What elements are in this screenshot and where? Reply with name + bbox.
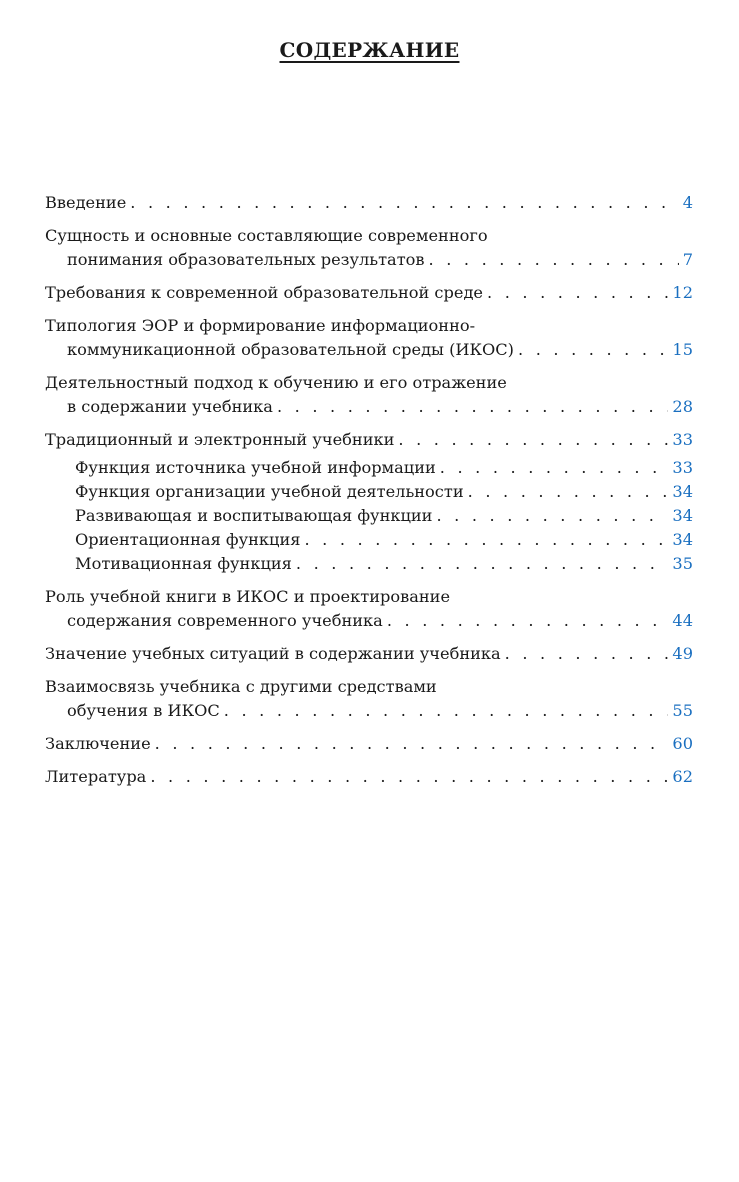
toc-entry-title-continued: обучения в ИКОС xyxy=(67,701,220,720)
toc-page-number: 34 xyxy=(672,506,693,525)
toc-page-number: 33 xyxy=(672,430,693,449)
dot-leader xyxy=(296,552,669,576)
toc-entry-introduction[interactable] xyxy=(45,191,693,215)
dot-leader xyxy=(440,456,669,480)
toc-entry-literature[interactable] xyxy=(45,765,693,789)
dot-leader xyxy=(150,765,668,789)
toc-page-number: 60 xyxy=(672,734,693,753)
toc-page-number: 49 xyxy=(672,644,693,663)
toc-entry-activity-approach[interactable] xyxy=(45,371,693,419)
toc-page-number: 15 xyxy=(672,340,693,359)
toc-entry-conclusion[interactable] xyxy=(45,732,693,756)
toc-page-number: 28 xyxy=(672,397,693,416)
dot-leader xyxy=(387,609,669,633)
toc-page-number: 33 xyxy=(672,458,693,477)
toc-page-number: 34 xyxy=(672,530,693,549)
toc-entry-title: Литература xyxy=(45,767,147,786)
dot-leader xyxy=(429,248,679,272)
toc-entry-textbook-relations[interactable] xyxy=(45,675,693,723)
toc-entry-title: Ориентационная функция xyxy=(75,530,301,549)
table-of-contents xyxy=(45,191,693,789)
dot-leader xyxy=(468,480,669,504)
toc-subentry-developing-function[interactable] xyxy=(45,504,693,528)
toc-entry-title: Сущность и основные составляющие современного xyxy=(45,226,488,245)
toc-entry-textbook-role[interactable] xyxy=(45,585,693,633)
toc-entry-title: Типология ЭОР и формирование информационно- xyxy=(45,316,476,335)
toc-entry-title: Мотивационная функция xyxy=(75,554,292,573)
dot-leader xyxy=(304,528,668,552)
dot-leader xyxy=(487,281,668,305)
toc-entry-environment-requirements[interactable] xyxy=(45,281,693,305)
dot-leader xyxy=(277,395,668,419)
dot-leader xyxy=(155,732,669,756)
toc-entry-educational-results[interactable] xyxy=(45,224,693,272)
toc-entry-title: Значение учебных ситуаций в содержании учебника xyxy=(45,644,501,663)
page-title: СОДЕРЖАНИЕ xyxy=(279,38,460,62)
toc-page-number: 44 xyxy=(672,611,693,630)
dot-leader xyxy=(518,338,668,362)
toc-entry-title: Функция источника учебной информации xyxy=(75,458,436,477)
toc-subentry-information-source[interactable] xyxy=(45,456,693,480)
toc-entry-title: Требования к современной образовательной среде xyxy=(45,283,483,302)
toc-entry-title-continued: в содержании учебника xyxy=(67,397,273,416)
toc-page-number: 35 xyxy=(672,554,693,573)
toc-entry-eor-typology[interactable] xyxy=(45,314,693,362)
toc-entry-title: Взаимосвязь учебника с другими средствами xyxy=(45,677,437,696)
toc-page-number: 34 xyxy=(672,482,693,501)
toc-entry-title: Традиционный и электронный учебники xyxy=(45,430,395,449)
toc-subentry-activity-organization[interactable] xyxy=(45,480,693,504)
toc-subentry-motivation-function[interactable] xyxy=(45,552,693,576)
dot-leader xyxy=(505,642,669,666)
toc-entry-title-continued: коммуникационной образовательной среды (ИКОС) xyxy=(67,340,514,359)
toc-page-number: 4 xyxy=(682,193,693,212)
toc-entry-textbooks[interactable] xyxy=(45,428,693,452)
dot-leader xyxy=(436,504,668,528)
toc-entry-title-continued: понимания образовательных результатов xyxy=(67,250,425,269)
toc-entry-learning-situations[interactable] xyxy=(45,642,693,666)
toc-page-number: 55 xyxy=(672,701,693,720)
toc-page-number: 62 xyxy=(672,767,693,786)
toc-subentry-orientation-function[interactable] xyxy=(45,528,693,552)
dot-leader xyxy=(398,428,668,452)
toc-entry-title: Деятельностный подход к обучению и его отражение xyxy=(45,373,507,392)
dot-leader xyxy=(130,191,678,215)
toc-page-number: 12 xyxy=(672,283,693,302)
toc-entry-title: Введение xyxy=(45,193,127,212)
toc-entry-title: Развивающая и воспитывающая функции xyxy=(75,506,433,525)
toc-entry-title-continued: содержания современного учебника xyxy=(67,611,383,630)
toc-page-number: 7 xyxy=(682,250,693,269)
toc-entry-title: Заключение xyxy=(45,734,151,753)
toc-entry-title: Роль учебной книги в ИКОС и проектирование xyxy=(45,587,451,606)
toc-entry-title: Функция организации учебной деятельности xyxy=(75,482,464,501)
dot-leader xyxy=(224,699,669,723)
